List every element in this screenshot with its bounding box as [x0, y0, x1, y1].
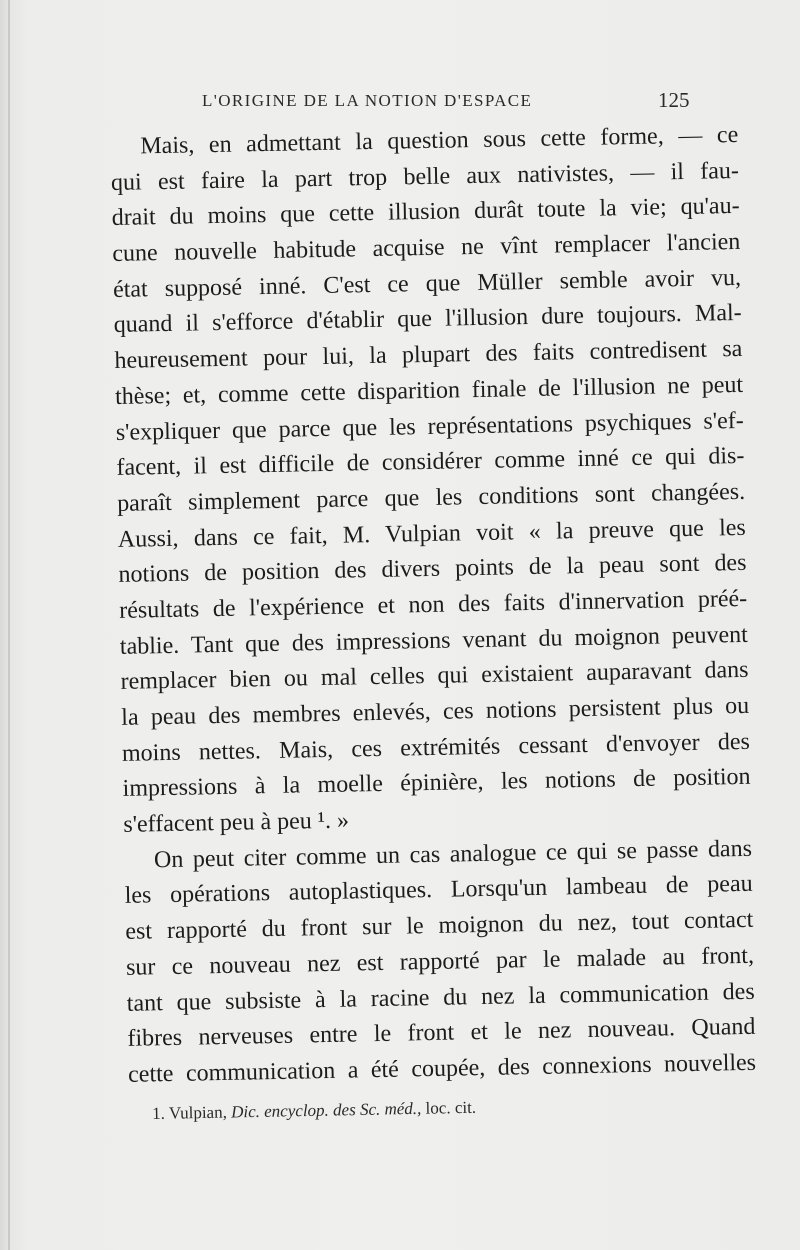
- text-line: impressions à la moelle épinière, les notions de position: [122, 764, 751, 803]
- text-line: cune nouvelle habitude acquise ne vînt remplacer l'ancien: [112, 228, 741, 268]
- text-line: thèse; et, comme cette disparition finale de l'illusion ne peut: [114, 371, 744, 410]
- text-line: moins nettes. Mais, ces extrémités cessant d'envoyer des: [121, 728, 751, 767]
- text-line: s'expliquer que parce que les représentations psychiques s'ef-: [115, 407, 744, 446]
- text-line: Aussi, dans ce fait, M. Vulpian voit « la preuve que les: [117, 514, 746, 553]
- text-line: cette communication a été coupée, des connexions nouvelles: [127, 1049, 757, 1088]
- text-line: remplacer bien ou mal celles qui existaient auparavant dans: [120, 657, 749, 696]
- running-head: [0, 88, 800, 118]
- body-text: [110, 118, 756, 1093]
- gutter-edge: [8, 0, 10, 1250]
- text-line: quand il s'efforce d'établir que l'illusion dure toujours. Mal-: [113, 300, 742, 339]
- running-title: L'ORIGINE DE LA NOTION D'ESPACE: [202, 91, 533, 110]
- text-line: est rapporté du front sur le moignon du nez, tout contact: [125, 906, 754, 945]
- text-line: facent, il est difficile de considérer comme inné ce qui dis-: [116, 443, 745, 482]
- paragraph-2: [124, 832, 757, 1094]
- text-line: On peut citer comme un cas analogue ce qui se passe dans: [153, 835, 753, 874]
- footnote-number: 1. Vulpian,: [152, 1102, 228, 1123]
- text-line: s'effacent peu à peu ¹. »: [123, 807, 350, 838]
- text-line: état supposé inné. C'est ce que Müller semble avoir vu,: [112, 264, 742, 303]
- text-line: Mais, en admettant la question sous cette forme, — ce: [140, 121, 739, 160]
- page-number: 125: [658, 88, 690, 112]
- paragraph-1: [110, 118, 752, 844]
- footnote: [152, 1098, 476, 1124]
- text-line: notions de position des divers points de la peau sont des: [118, 550, 747, 589]
- text-line: drait du moins que cette illusion durât toute la vie; qu'au-: [111, 193, 740, 232]
- text-line: résultats de l'expérience et non des faits d'innervation préé-: [118, 585, 748, 624]
- footnote-rest: loc. cit.: [425, 1097, 477, 1118]
- text-line: qui est faire la part trop belle aux nativistes, — il fau-: [110, 157, 740, 196]
- text-line: les opérations autoplastiques. Lorsqu'un lambeau de peau: [124, 871, 753, 910]
- footnote-title: Dic. encyclop. des Sc. méd.,: [230, 1098, 422, 1122]
- text-line: tant que subsiste à la racine du nez la communication des: [126, 978, 755, 1017]
- text-line: paraît simplement parce que les conditions sont changées.: [116, 478, 746, 517]
- text-line: la peau des membres enlevés, ces notions persistent plus ou: [121, 692, 750, 731]
- text-line: tablie. Tant que des impressions venant du moignon peuvent: [119, 621, 749, 660]
- text-line: fibres nerveuses entre le front et le nez nouveau. Quand: [127, 1013, 756, 1053]
- text-line: heureusement pour lui, la plupart des faits contredisent sa: [114, 336, 743, 375]
- text-line: sur ce nouveau nez est rapporté par le malade au front,: [125, 942, 755, 981]
